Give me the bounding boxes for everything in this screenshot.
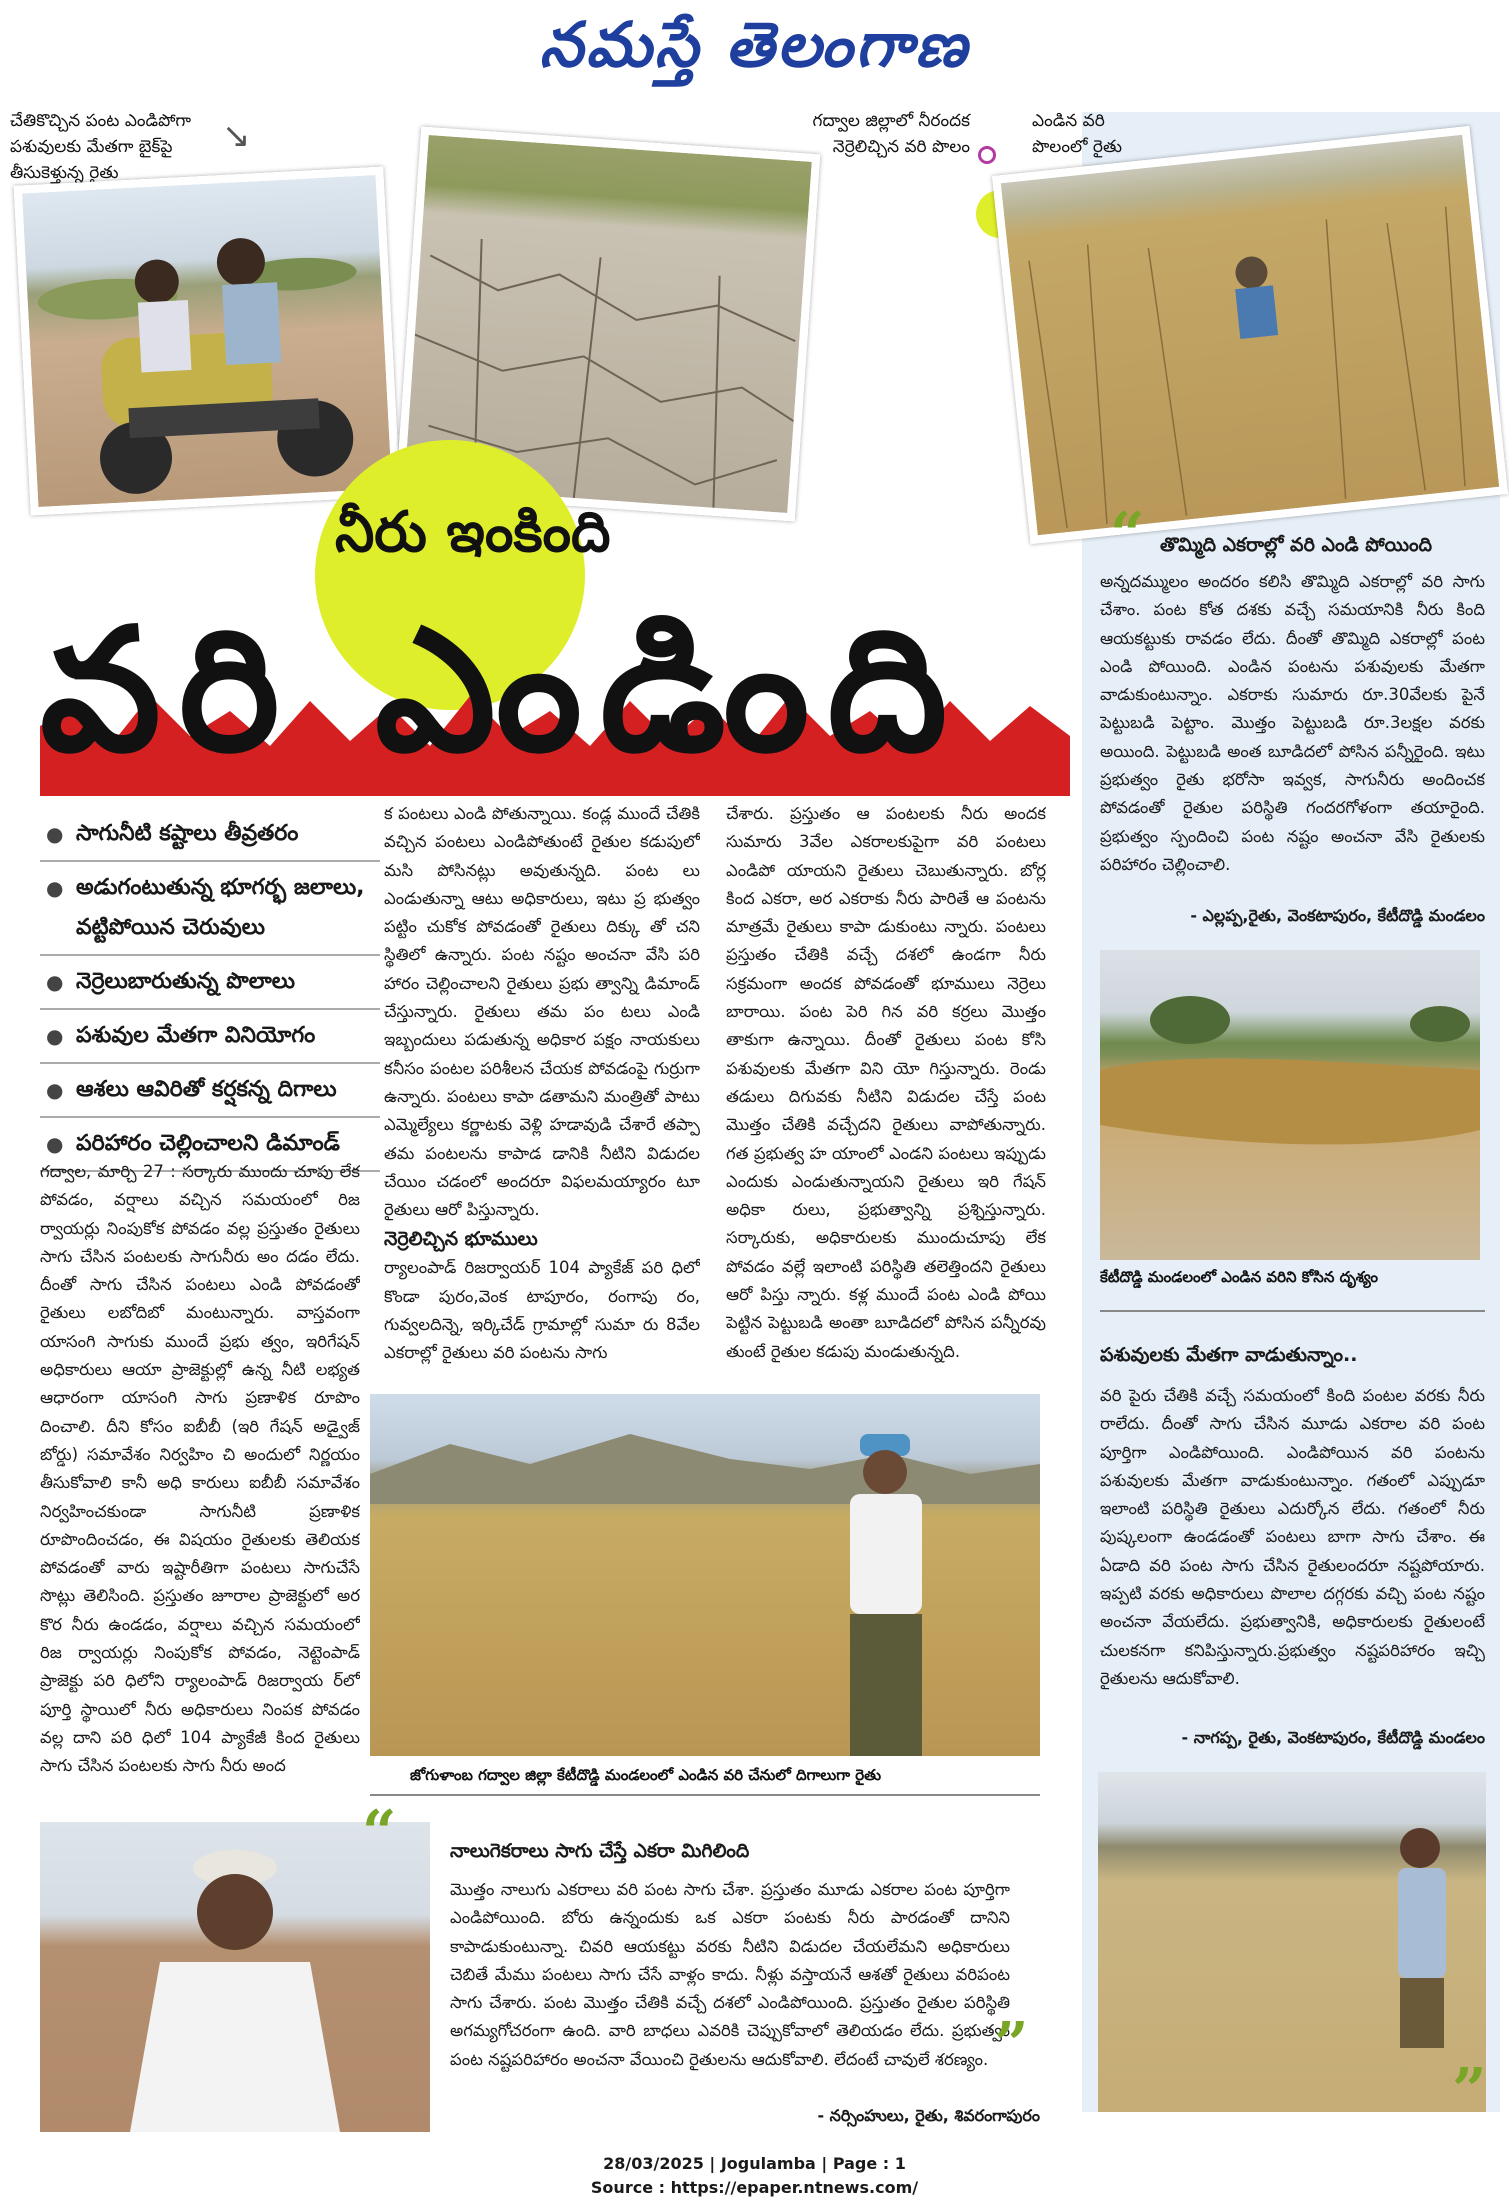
article-column-1 [40, 1158, 360, 1798]
article-section-heading: నెర్రెలిచ్చిన భూములు [384, 1228, 538, 1251]
farmer-bottom-illustration [40, 1822, 430, 2132]
sidebar1-text: అన్నదమ్ములం అందరం కలిసి తొమ్మిది ఎకరాల్లో వరి సాగు చేశాం. పంట కోత దశకు వచ్చే సమయానికి నీరు కింది ఆయకట్టుకు రావడం లేదు. దీంతో తొమ్మిది ఎకరాల్లో పంట ఎండి పోయింది. ఎండిన పంటను పశువులకు మేతగా వాడుకుంటున్నాం. ఎకరాకు సుమారు రూ.30వేలకు పైనే పెట్టుబడి పెట్టాం. మొత్తం పెట్టుబడి రూ.3లక్షల వరకు అయింది. పెట్టుబడి అంత బూడిదలో పోసిన పన్నీరైంది. ఇటు ప్రభుత్వం రైతు భరోసా ఇవ్వక, సాగునీరు అందించక పోవడంతో రైతుల పరిస్థితి గందరగోళంగా తయారైంది. ప్రభుత్వం స్పందించి పంట నష్టం అంచనా వేసి రైతులకు పరిహారం చెల్లించాలి. [1100, 572, 1485, 874]
quote-close-icon: ” [994, 2010, 1029, 2080]
photo-caption-field-mid: కేటీదొడ్డి మండలంలో ఎండిన వరిని కోసిన దృశ్యం [1100, 1268, 1379, 1286]
farmer-main-illustration [370, 1394, 1040, 1756]
sidebar2-body [1100, 1382, 1485, 1722]
footer-source: Source : https://epaper.ntnews.com/ [590, 2178, 919, 2197]
sidebar-divider [1100, 1310, 1485, 1312]
footer-edition: 28/03/2025 | Jogulamba | Page : 1 [603, 2154, 906, 2173]
photo-farmers-on-bike [14, 167, 401, 516]
highlight-item: ● అడుగంటుతున్న భూగర్భ జలాలు, వట్టిపోయిన చెరువులు [40, 862, 380, 956]
highlight-item: ● సాగునీటి కష్టాలు తీవ్రతరం [40, 808, 380, 862]
bottom-quote-body [450, 1876, 1010, 2102]
highlight-item: ● పరిహారం చెల్లించాలని డిమాండ్ [40, 1118, 380, 1172]
headline-subhead: నీరు ఇంకింది [335, 500, 611, 565]
article-text: గద్వాల, మార్చి 27 : సర్కారు ముందు చూపు లేక పోవడం, వర్షాలు వచ్చిన సమయంలో రిజ ర్వాయర్లు నింపుకోక పోవడం వల్ల ప్రస్తుతం రైతులు సాగు చేసిన పంటలకు సాగునీరు అం దడం లేదు. దీంతో సాగు చేసిన పంటలు ఎండి పోవడంతో రైతులు లబోదిబో మంటున్నారు. వాస్తవంగా యాసంగి సాగుకు ముందే ప్రభు త్వం, ఇరిగేషన్ అధికారులు ఆయా ప్రాజెక్టుల్లో ఉన్న నీటి లభ్యత ఆధారంగా యాసంగి సాగు ప్రణాళిక రూపొం దించాలి. దీని కోసం ఐబీబీ (ఇరి గేషన్ అడ్వైజ్ బోర్డు) సమావేశం నిర్వహిం చి అందులో నిర్ణయం తీసుకోవాలి కానీ అధి కారులు ఐబీబీ సమావేశం నిర్వహించకుండా సాగునీటి ప్రణాళిక రూపొందించడం, ఈ విషయం రైతులకు తెలియక పోవడంతో వారు ఇష్టారీతిగా పంటలు సాగుచేసే సొట్లు తెలిసింది. ప్రస్తుతం జూరాల ప్రాజెక్టులో అర కొర నీరు ఉండడం, వర్షాలు వచ్చిన సమయంలో రిజ ర్వాయర్లు నింపుకోక పోవడం, నెట్టెంపాడ్ ప్రాజెక్టు పరి ధిలోని ర్యాలంపాడ్ రిజర్వాయ ర్‌లో పూర్తి స్థాయిలో నీరు అధికారులు నింపక పోవడం వల్ల దాని పరి ధిలో 104 ప్యాకేజీ కింద రైతులు సాగు చేసిన పంటలకు సాగు నీరు అంద [40, 1162, 360, 1776]
quote-open-icon: “ [1110, 500, 1145, 570]
article-column-2 [384, 800, 700, 1380]
photo-caption-field-center: గద్వాల జిల్లాలో నీరందక నెర్రెలిచ్చిన వరి పొలం [812, 111, 970, 157]
highlight-item: ● ఆశలు ఆవిరితో కర్షకన్న దిగాలు [40, 1064, 380, 1118]
bottom-quote-heading: నాలుగెకరాలు సాగు చేస్తే ఎకరా మిగిలింది [450, 1840, 750, 1862]
page-footer [0, 2152, 1509, 2200]
photo-caption-bike: చేతికొచ్చిన పంట ఎండిపోగా పశువులకు మేతగా బైక్‌పై తీసుకెళ్తున్న రైతు [10, 111, 192, 183]
harvested-field-illustration [1100, 950, 1480, 1260]
sidebar1-heading: తొమ్మిది ఎకరాల్లో వరి ఎండి పోయింది [1160, 534, 1433, 556]
photo-farmer-sidebar [1098, 1772, 1486, 2112]
bottom-quote-text: మొత్తం నాలుగు ఎకరాలు వరి పంట సాగు చేశా. ప్రస్తుతం మూడు ఎకరాల పంట పూర్తిగా ఎండిపోయింది. బోరు ఉన్నందుకు ఒక ఎకరా పంటకు నీరు పారడంతో దానిని కాపాడుకుంటున్నా. చివరి ఆయకట్టు వరకు నీటిని విడుదల చేయలేమని అధికారులు చెబితే మేము పంటలు సాగు చేసే వాళ్లం కాదు. నీళ్లు వస్తాయనే ఆశతో రైతులు వరిపంట సాగు చేశారు. పంట మొత్తం చేతికి వచ్చే దశలో ఎండిపోయింది. ప్రస్తుతం రైతుల పరిస్థితి అగమ్యగోచరంగా ఉంది. వారి బాధలు ఎవరికి చెప్పుకోవాలో తెలియడం లేదు. ప్రభుత్వం పంట నష్టపరిహారం అంచనా వేయించి రైతులను ఆదుకోవాలి. లేదంటే చావులే శరణ్యం. [450, 1880, 1010, 2069]
article-column-3 [726, 800, 1046, 1380]
farmer-sidebar-illustration [1098, 1772, 1486, 2112]
photo-farmer-bottom [40, 1822, 430, 2132]
photo-harvested-dry-paddy [1100, 950, 1480, 1260]
highlights-list [40, 808, 380, 1172]
sidebar2-heading: పశువులకు మేతగా వాడుతున్నాం.. [1100, 1344, 1358, 1366]
sidebar1-body [1100, 568, 1485, 900]
photo-caption-farmer-main: జోగుళాంబ గద్వాల జిల్లా కేటీదొడ్డి మండలంలో ఎండిన వరి చేనులో దిగాలుగా రైతు [410, 1766, 882, 1784]
dry-paddy-illustration [1001, 135, 1499, 536]
arrow-icon: ↘ [222, 116, 251, 156]
article-text: చేశారు. ప్రస్తుతం ఆ పంటలకు నీరు అందక సుమారు 3వేల ఎకరాలకుపైగా వరి పంటలు ఎండిపో యాయని రైతులు చెబుతున్నారు. బోర్ల కింద ఎకరా, అర ఎకరాకు నీరు పారితే ఆ పంటను మాత్రమే రైతులు కాపా డుకుంటు న్నారు. పంటలు ప్రస్తుతం చేతికి వచ్చే దశలో ఉండగా నీరు సక్రమంగా అందక పోవడంతో భూములు నెర్రెలు బారాయి. పంట పెరి గిన వరి కర్రలు మొత్తం తాకుగా ఉన్నాయి. దీంతో రైతులు పంట కోసి పశువులకు మేతగా విని యో గిస్తున్నారు. రెండు తడులు దిగువకు నీటిని విడుదల చేస్తే పంట మొత్తం చేతికి వచ్చేదని రైతులు వాపోతున్నారు. గత ప్రభుత్వ హ యాంలో ఎండని పంటలు ఇప్పుడు ఎందుకు ఎండుతున్నాయని రైతులు ఇరి గేషన్ అధికా రులు, ప్రభుత్వాన్ని ప్రశ్నిస్తున్నారు. సర్కారుకు, అధికారులకు ముందుచూపు లేక పోవడం వల్లే ఇలాంటి పరిస్థితి తలెత్తిందని రైతులు ఆరో పిస్తు న్నారు. కళ్ల ముందే పంట ఎండి పోయి పెట్టిన పెట్టుబడి అంతా బూడిదలో పోసిన పన్నీరవు తుంటే రైతుల కడుపు మండుతున్నది. [726, 804, 1046, 1361]
quote-close-icon: ” [1452, 2056, 1487, 2126]
photo-caption-field-right: ఎండిన వరి పొలంలో రైతు [1032, 111, 1123, 157]
bike-scene-illustration [22, 175, 392, 507]
sidebar1-byline: - ఎల్లప్ప,రైతు, వెంకటాపురం, కేటీదొడ్డి మండలం [1190, 906, 1485, 925]
newspaper-title: నమస్తే తెలంగాణ [539, 8, 970, 81]
section-divider [370, 1794, 1040, 1796]
article-text: క పంటలు ఎండి పోతున్నాయి. కండ్ల ముందే చేతికి వచ్చిన పంటలు ఎండిపోతుంటే రైతుల కడుపులో మసి పోసినట్లు అవుతున్నది. పంట లు ఎండుతున్నా ఆటు అధికారులు, ఇటు ప్ర భుత్వం పట్టిం చుకోక పోవడంతో రైతులు దిక్కు తో చని స్థితిలో ఉన్నారు. పంట నష్టం అంచనా వేసి పరి హారం చెల్లించాలని రైతులు ప్రభు త్వాన్ని డిమాండ్ చేస్తున్నారు. రైతులు తమ పం టలు ఎండి ఇబ్బందులు పడుతున్న అధికార పక్షం నాయకులు కనీసం పంటల పరిశీలన చేయక పోవడంపై గుర్రుగా ఉన్నారు. పంటలు కాపా డతామని మంత్రితో పాటు ఎమ్మెల్యేలు కర్ణాటకు వెళ్లి హడావుడి చేశారే తప్పా తమ పంటలను కాపాడ డానికి నీటిని విడుదల చేయిం చడంలో అందరూ విఫలమయ్యారం టూ రైతులు ఆరో పిస్తున్నారు. [384, 804, 700, 1220]
sidebar2-byline: - నాగప్ప, రైతు, వెంకటాపురం, కేటీదొడ్డి మండలం [1181, 1728, 1485, 1747]
quote-open-icon: “ [362, 1798, 397, 1868]
caption-marker-icon [978, 146, 996, 164]
photo-farmer-main [370, 1394, 1040, 1756]
headline-title-box [40, 596, 1070, 796]
bottom-quote-byline: - నర్సింహులు, రైతు, శివరంగాపురం [817, 2106, 1040, 2125]
masthead [0, 0, 1509, 100]
photo-farmer-in-dry-paddy [992, 126, 1508, 544]
sidebar2-text: వరి పైరు చేతికి వచ్చే సమయంలో కింది పంటల వరకు నీరు రాలేదు. దీంతో సాగు చేసిన మూడు ఎకరాల వరి పంట పూర్తిగా ఎండిపోయింది. ఎండిపోయిన వరి పంటను పశువులకు మేతగా వాడుకుంటున్నాం. గతంలో ఎప్పుడూ ఇలాంటి పరిస్థితి రైతులు ఎదుర్కోన లేదు. గతంలో నీరు పుష్కలంగా ఉండడంతో పంటలు బాగా సాగు చేశాం. ఈ ఏడాది వరి పంట సాగు చేసిన రైతులందరూ నష్టపోయారు. ఇప్పటి వరకు అధికారులు పొలాల దగ్గరకు వచ్చి పంట నష్టం అంచనా వేయలేదు. ప్రభుత్వానికి, అధికారులకు రైతులంటే చులకనగా కనిపిస్తున్నారు.ప్రభుత్వం నష్టపరిహారం ఇచ్చి రైతులను ఆదుకోవాలి. [1100, 1386, 1485, 1688]
highlight-item: ● నెర్రెలుబారుతున్న పొలాలు [40, 956, 380, 1010]
article-text: ర్యాలంపాడ్ రిజర్వాయర్ 104 ప్యాకేజ్ పరి ధిలో కొండా పురం,వెంక టాపూరం, రంగాపు రం, గువ్వలదిన్నె, ఇర్కిచేడ్ గ్రామాల్లో సుమా రు 8వేల ఎకరాల్లో రైతులు వరి పంటను సాగు [384, 1258, 700, 1363]
headline-title: వరి ఎండింది [40, 596, 966, 790]
highlight-item: ● పశువుల మేతగా వినియోగం [40, 1010, 380, 1064]
